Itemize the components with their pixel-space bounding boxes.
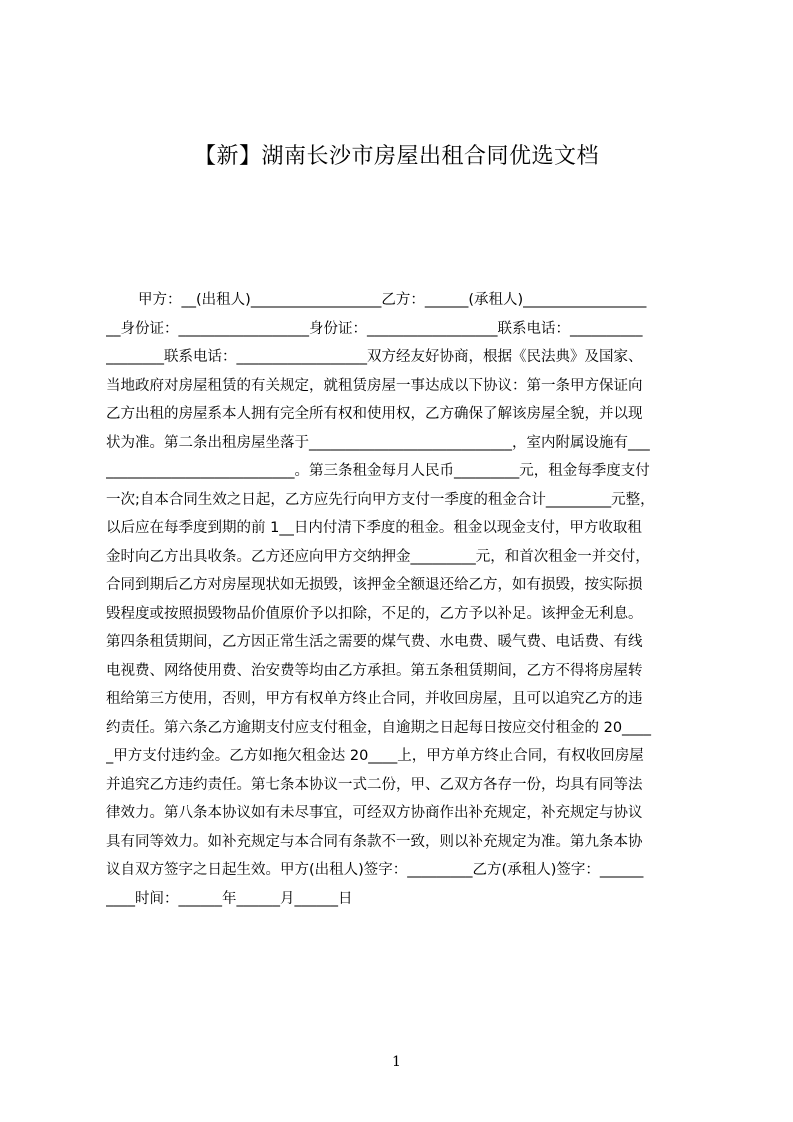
contract-body	[106, 286, 698, 913]
text-line: 当地政府对房屋租赁的有关规定，就租赁房屋一事达成以下协议：第一条甲方保证向	[106, 377, 643, 394]
text-line: __身份证：__________________身份证：__________________联系电话：__________	[106, 320, 643, 337]
page-number: 1	[392, 1054, 401, 1070]
text-line: 甲方：__(出租人)__________________乙方：______(承租人)_________________	[138, 292, 647, 308]
text-line: 以后应在每季度到期的前 1__日内付清下季度的租金。租金以现金支付，甲方收取租	[106, 520, 642, 536]
text-line: 第四条租赁期间，乙方因正常生活之需要的煤气费、水电费、暖气费、电话费、有线	[106, 634, 643, 650]
text-line: ________联系电话：__________________双方经友好协商，根据《民法典》及国家、	[106, 349, 643, 365]
text-line: ____时间：______年______月______日	[106, 890, 353, 907]
text-line: __________________________。第三条租金每月人民币_________元，租金每季度支付	[106, 463, 650, 479]
text-line: 合同到期后乙方对房屋现状如无损毁，该押金全额退还给乙方，如有损毁，按实际损	[106, 577, 643, 593]
text-line: 律效力。第八条本协议如有未尽事宜，可经双方协商作出补充规定，补充规定与协议	[106, 805, 643, 821]
text-line: 乙方出租的房屋系本人拥有完全所有权和使用权，乙方确保了解该房屋全貌，并以现	[106, 406, 643, 422]
text-line: 并追究乙方违约责任。第七条本协议一式二份，甲、乙双方各存一份，均具有同等法	[106, 776, 643, 793]
text-line: 一次;自本合同生效之日起，乙方应先行向甲方支付一季度的租金合计_________元整，	[106, 491, 655, 508]
text-line: 具有同等效力。如补充规定与本合同有条款不一致，则以补充规定为准。第九条本协	[106, 833, 643, 850]
text-line: 电视费、网络使用费、治安费等均由乙方承担。第五条租赁期间，乙方不得将房屋转	[106, 662, 643, 679]
text-line: 状为准。第二条出租房屋坐落于____________________________，室内附属设施有___	[106, 434, 650, 451]
document-title: 【新】湖南长沙市房屋出租合同优选文档	[193, 144, 599, 169]
text-line: 毁程度或按照损毁物品价值原价予以扣除，不足的，乙方予以补足。该押金无利息。	[106, 605, 643, 622]
text-line: 金时向乙方出具收条。乙方还应向甲方交纳押金_________元，和首次租金一并交付，	[106, 548, 650, 565]
text-line: 议自双方签字之日起生效。甲方(出租人)签字：_________乙方(承租人)签字：______	[106, 862, 644, 878]
text-line: _甲方支付违约金。乙方如拖欠租金达 20____上，甲方单方终止合同，有权收回房屋	[106, 748, 644, 764]
text-line: 租给第三方使用，否则，甲方有权单方终止合同，并收回房屋，且可以追究乙方的违	[106, 691, 643, 707]
text-line: 约责任。第六条乙方逾期支付应支付租金，自逾期之日起每日按应交付租金的 20____	[106, 719, 652, 736]
